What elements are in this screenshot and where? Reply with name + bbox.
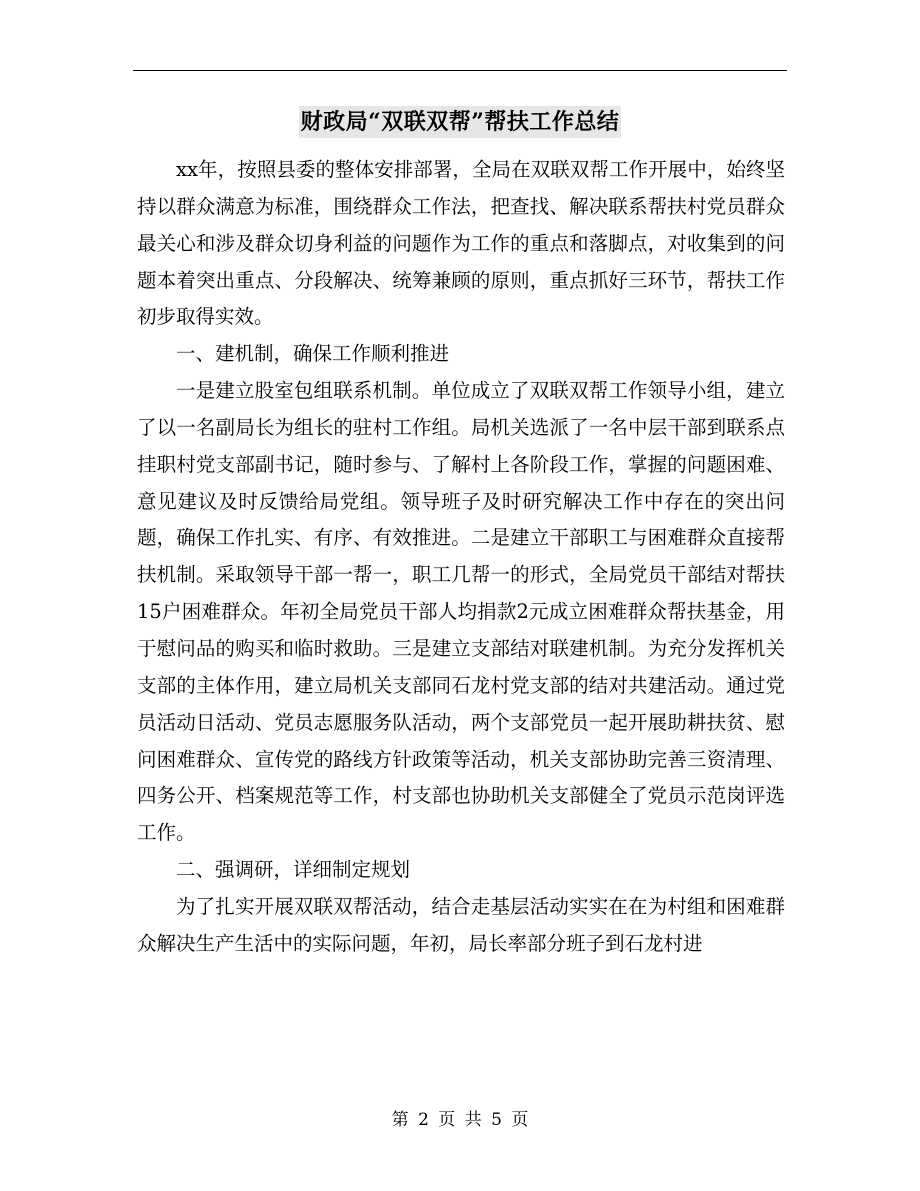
paragraph-research: 为了扎实开展双联双帮活动，结合走基层活动实实在在为村组和困难群众解决生产生活中的实际问题，年初，局长率部分班子到石龙村进 (137, 894, 785, 955)
document-title: 财政局“双联双帮”帮扶工作总结 (299, 106, 622, 138)
page-footer: 第 2 页 共 5 页 (391, 1110, 529, 1130)
header-rule (133, 70, 787, 71)
section-heading-2: 二、强调研，详细制定规划 (176, 858, 411, 882)
title-container (133, 106, 787, 138)
paragraph-intro: xx年，按照县委的整体安排部署，全局在双联双帮工作开展中，始终坚持以群众满意为标准，围绕群众工作法，把查找、解决联系帮扶村党员群众最关心和涉及群众切身利益的问题作为工作的重点和落脚点，对收集到的问题本着突出重点、分段解决、统筹兼顾的原则，重点抓好三环节，帮扶工作初步取得实效。 (137, 158, 785, 329)
section-heading-1: 一、建机制，确保工作顺利推进 (176, 342, 450, 366)
document-body (137, 152, 785, 963)
paragraph-mechanisms: 一是建立股室包组联系机制。单位成立了双联双帮工作领导小组，建立了以一名副局长为组长的驻村工作组。局机关选派了一名中层干部到联系点挂职村党支部副书记，随时参与、了解村上各阶段工作，掌握的问题困难、意见建议及时反馈给局党组。领导班子及时研究解决工作中存在的突出问题，确保工作扎实、有序、有效推进。二是建立干部职工与困难群众直接帮扶机制。采取领导干部一帮一，职工几帮一的形式，全局党员干部结对帮扶15户困难群众。年初全局党员干部人均捐款2元成立困难群众帮扶基金，用于慰问品的购买和临时救助。三是建立支部结对联建机制。为充分发挥机关支部的主体作用，建立局机关支部同石龙村党支部的结对共建活动。通过党员活动日活动、党员志愿服务队活动，两个支部党员一起开展助耕扶贫、慰问困难群众、宣传党的路线方针政策等活动，机关支部协助完善三资清理、四务公开、档案规范等工作，村支部也协助机关支部健全了党员示范岗评选工作。 (137, 379, 785, 845)
